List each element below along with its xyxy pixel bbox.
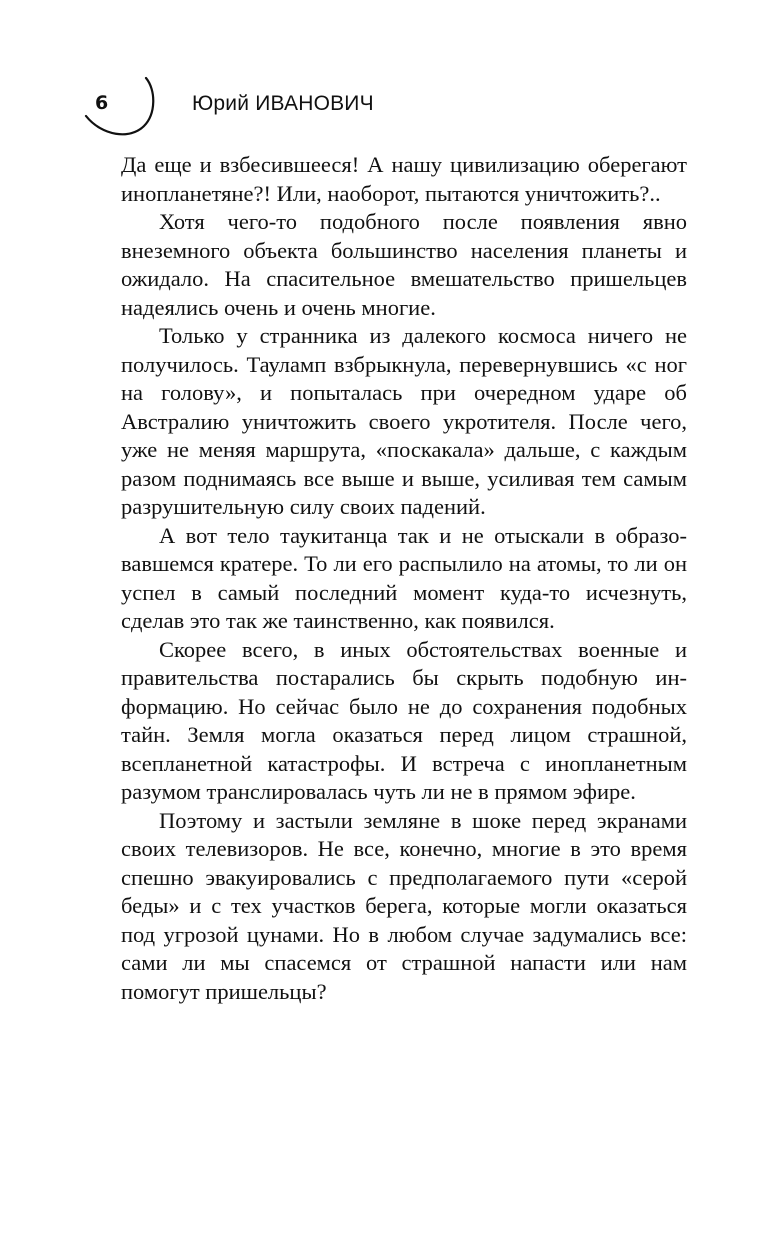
page-number: 6 [95,92,109,114]
paragraph: Хотя чего-то подобного после появления явно внеземного объекта большинство населения планеты и ожидало. На спасительное вмешательство пришельцев надеялись очень и очень многие. [121,209,687,320]
paragraph: Поэтому и застыли земляне в шоке перед экранами своих телевизоров. Не все, конечно, многие в это время спешно эвакуировались с предполагаемого пути «серой беды» и с тех участков берега, которые могли оказаться под угрозой цунами. Но в любом случае задумались все: сами ли мы спасемся от страшной напасти или нам помогут пришельцы? [121,807,687,1004]
paragraph: Только у странника из далекого космоса ничего не получилось. Тауламп взбрыкнула, перевернувшись «с ног на голову», и попыталась при очередном ударе об Австралию уничтожить своего укротителя. После чего, уже не меняя маршрута, «поскакала» дальше, с каждым разом поднимаясь все выше и выше, усиливая тем самым разрушительную силу своих падений. [121,323,687,519]
running-head-author: Юрий ИВАНОВИЧ [192,92,374,115]
page-header [78,70,698,150]
paragraph: Да еще и взбесившееся! А нашу цивилизацию оберегают инопланетяне?! Или, наоборот, пытаются уничтожить?.. [121,152,687,206]
page-number-arc-ornament [78,70,168,150]
body-text [121,151,687,1006]
paragraph: А вот тело таукитанца так и не отыскали в образовавшемся кратере. То ли его распылило на атомы, то ли он успел в самый последний момент куда-то исчезнуть, сделав это так же таинственно, как появился. [121,522,687,633]
paragraph: Скорее всего, в иных обстоятельствах военные и правительства постарались бы скрыть подобную информацию. Но сейчас было не до сохранения подобных тайн. Земля могла оказаться перед лицом страшной, всепланетной катастрофы. И встреча с инопланетным разумом транслировалась чуть ли не в прямом эфире. [121,636,687,804]
